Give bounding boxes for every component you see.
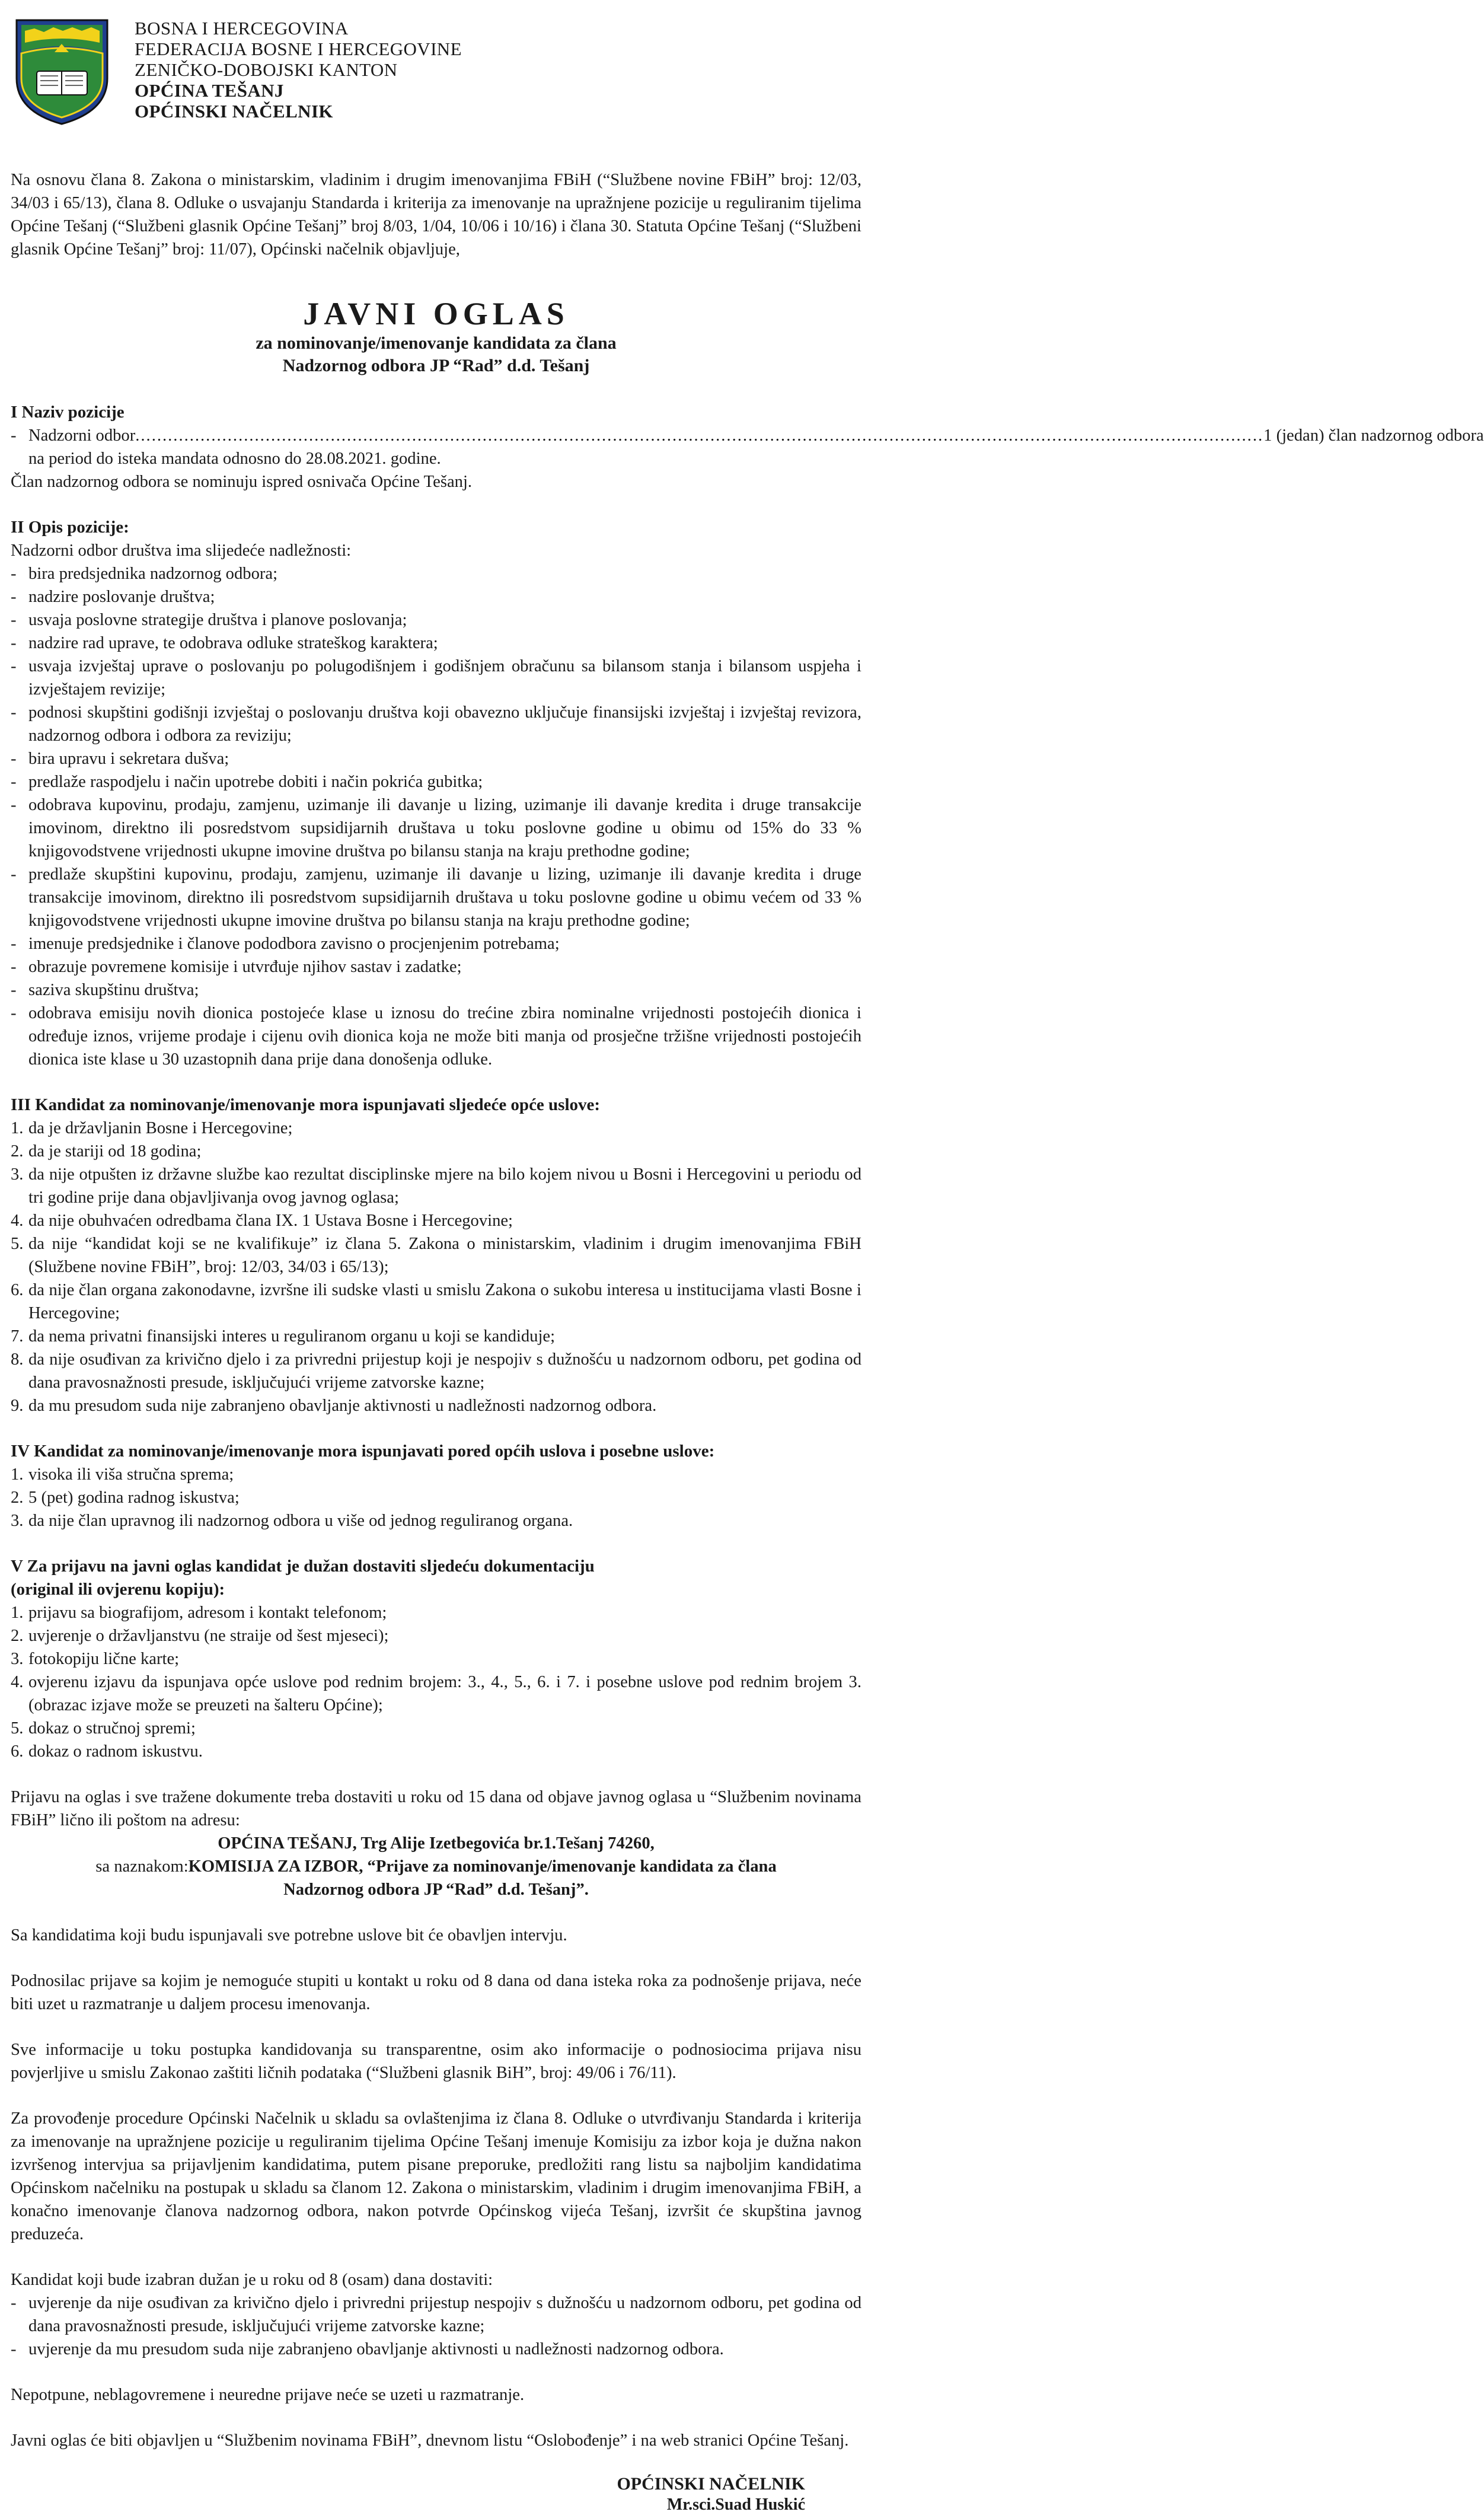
list-item: 8. da nije osuđivan za krivično djelo i za privredni prijestup koji je nespojiv s dužnošću u nadzornom odboru, pet godina od dana pravosnažnosti presude, isključujući vrijeme zatvorske kazne; bbox=[11, 1350, 861, 1392]
list-item: - usvaja poslovne strategije društva i planove poslovanja; bbox=[11, 611, 407, 629]
signature-title: OPĆINSKI NAČELNIK bbox=[617, 2474, 805, 2494]
documents-list bbox=[11, 1601, 861, 1763]
position-item bbox=[11, 424, 1484, 470]
list-item: 4. ovjerenu izjavu da ispunjava opće uslove pod rednim brojem: 3., 4., 5., 6. i 7. i posebne uslove pod rednim brojem 3. (obrazac izjave može se preuzeti na šalteru Općine); bbox=[11, 1673, 861, 1714]
position-dotted-line bbox=[28, 424, 1484, 447]
list-item: - imenuje predsjednike i članove pododbora zavisno o procjenjenim potrebama; bbox=[11, 935, 560, 953]
list-item: 4. da nije obuhvaćen odredbama člana IX. 1 Ustava Bosne i Hercegovine; bbox=[11, 1212, 513, 1230]
list-item: - uvjerenje da mu presudom suda nije zabranjeno obavljanje aktivnosti u nadležnosti nadzornog odbora. bbox=[11, 2340, 724, 2358]
position-period: na period do isteka mandata odnosno do 28.08.2021. godine. bbox=[28, 450, 441, 468]
list-item: 6. dokaz o radnom iskustvu. bbox=[11, 1742, 203, 1761]
list-item: - odobrava kupovinu, prodaju, zamjenu, uzimanje ili davanje u lizing, uzimanje ili davanje kredita i druge transakcije imovinom, direktno ili posredstvom supsidijarnih društava u toku poslovne godine u obimu od 15% do 33 % knjigovodstvene vrijednosti ukupne imovine društva po bilansu stanja na kraju prethodne godine; bbox=[11, 796, 861, 860]
position-name: Nadzorni odbor bbox=[28, 426, 136, 445]
section-5-heading: V Za prijavu na javni oglas kandidat je dužan dostaviti sljedeću dokumentaciju bbox=[11, 1557, 595, 1576]
title-block bbox=[11, 295, 861, 377]
list-item: 1. visoka ili viša stručna sprema; bbox=[11, 1465, 234, 1484]
list-item: - odobrava emisiju novih dionica postojeće klase u iznosu do trećine zbira nominalne vrijednosti postojećih dionica i određuje iznos, vrijeme prodaje i cijenu ovih dionica koja ne može biti manja od prosječne tržišne vrijednosti postojećih dionica iste klase u 30 uzastopnih dana prije dana donošenja odluke. bbox=[11, 1004, 861, 1069]
list-item: - podnosi skupštini godišnji izvještaj o poslovanju društva koji obavezno uključuje finansijski izvještaj i izvještaj revizora, nadzornog odbora i odbora za reviziju; bbox=[11, 703, 861, 745]
section-2-intro: Nadzorni odbor društva ima slijedeće nadležnosti: bbox=[11, 541, 352, 560]
procedure-paragraph: Za provođenje procedure Općinski Načelnik u skladu sa ovlaštenjima iz člana 8. Odluke o utvrđivanju Standarda i kriterija za imenovanje na upražnjene pozicije u reguliranim tijelima Općine Tešanj imenuje Komisiju za izbor koja je dužna nakon izvršenog intervjua sa prijavljenim kandidatima, putem pisane preporuke, predložiti rang listu sa najboljim kandidatima Općinskom načelniku na postupak u skladu sa članom 12. Zakona o ministarskim, vladinim i drugim imenovanjima FBiH, a konačno imenovanje članova nadzornog odbora, nakon potvrde Općinskog vijeća Tešanj, izvršit će skupština javnog preduzeća. bbox=[11, 2109, 861, 2243]
list-item: - predlaže skupštini kupovinu, prodaju, zamjenu, uzimanje ili davanje u lizing, uzimanje ili davanje kredita i druge transakcije imovinom, direktno ili posredstvom supsidijarnih društava u toku poslovne godine u obimu većem od 33 % knjigovodstvene vrijednosti ukupne imovine društva po bilansu stanja na kraju prethodne godine; bbox=[11, 865, 861, 930]
special-conditions-list bbox=[11, 1463, 861, 1532]
transparency-paragraph: Sve informacije u toku postupka kandidovanja su transparentne, osim ako informacije o podnosiocima prijava nisu povjerljive u smislu Zakonao zaštiti ličnih podataka (“Službeni glasnik BiH”, broj: 49/06 i 76/11). bbox=[11, 2041, 861, 2082]
competences-list bbox=[11, 562, 861, 1071]
list-item: - nadzire rad uprave, te odobrava odluke strateškog karaktera; bbox=[11, 634, 438, 652]
list-item: - bira upravu i sekretara dušva; bbox=[11, 750, 229, 768]
list-item: - saziva skupštinu društva; bbox=[11, 981, 199, 999]
submission-mark-label: KOMISIJA ZA IZBOR, “Prijave za nominovanje/imenovanje kandidata za člana bbox=[188, 1857, 777, 1876]
header-office: OPĆINSKI NAČELNIK bbox=[135, 101, 333, 122]
notice-title: JAVNI OGLAS bbox=[303, 296, 569, 331]
list-item: 5. dokaz o stručnoj spremi; bbox=[11, 1719, 196, 1738]
header-country: BOSNA I HERCEGOVINA bbox=[135, 18, 349, 39]
position-count: 1 (jedan) član nadzornog odbora bbox=[1263, 426, 1484, 445]
intro-paragraph: Na osnovu člana 8. Zakona o ministarskim, vladinim i drugim imenovanjima FBiH (“Službene novine FBiH” broj: 12/03, 34/03 i 65/13), člana 8. Odluke o usvajanju Standarda i kriterija za imenovanje na upražnjene pozicije u reguliranim tijelima Općine Tešanj (“Službeni glasnik Općine Tešanj” broj 8/03, 1/04, 10/06 i 10/16) i člana 30. Statuta Općine Tešanj (“Službeni glasnik Općine Tešanj” broj: 11/07), Općinski načelnik objavljuje, bbox=[11, 171, 861, 259]
list-item: 5. da nije “kandidat koji se ne kvalifikuje” iz člana 5. Zakona o ministarskim, vladinim i drugim imenovanjima FBiH (Službene novine FBiH”, broj: 12/03, 34/03 i 65/13); bbox=[11, 1235, 861, 1276]
signature-block bbox=[11, 2473, 861, 2515]
notice-subtitle-2: Nadzornog odbora JP “Rad” d.d. Tešanj bbox=[282, 356, 590, 375]
list-item: - nadzire poslovanje društva; bbox=[11, 588, 215, 606]
list-item: - obrazuje povremene komisije i utvrđuje njihov sastav i zadatke; bbox=[11, 958, 462, 976]
list-item: 9. da mu presudom suda nije zabranjeno obavljanje aktivnosti u nadležnosti nadzornog odbora. bbox=[11, 1397, 657, 1415]
submission-paragraph: Prijavu na oglas i sve tražene dokumente treba dostaviti u roku od 15 dana od objave javnog oglasa u “Službenim novinama FBiH” lično ili poštom na adresu: bbox=[11, 1788, 861, 1829]
section-1-heading: I Naziv pozicije bbox=[11, 403, 125, 422]
position-note: Član nadzornog odbora se nominuju ispred osnivača Općine Tešanj. bbox=[11, 473, 473, 491]
signature-name: Mr.sci.Suad Huskić bbox=[666, 2495, 805, 2514]
section-3-heading: III Kandidat za nominovanje/imenovanje mora ispunjavati sljedeće opće uslove: bbox=[11, 1095, 601, 1114]
section-5-subheading: (original ili ovjerenu kopiju): bbox=[11, 1580, 225, 1599]
header-lines bbox=[135, 18, 462, 122]
selected-candidate-intro: Kandidat koji bude izabran dužan je u roku od 8 (osam) dana dostaviti: bbox=[11, 2271, 493, 2289]
list-item: 7. da nema privatni finansijski interes u reguliranom organu u koji se kandiduje; bbox=[11, 1327, 556, 1346]
list-item: 6. da nije član organa zakonodavne, izvršne ili sudske vlasti u smislu Zakona o sukobu interesa u institucijama vlasti Bosne i Hercegovine; bbox=[11, 1281, 861, 1322]
list-item: 3. da nije otpušten iz državne službe kao rezultat disciplinske mjere na bilo kojem nivou u Bosni i Hercegovini u periodu od tri godine prije dana objavljivanja ovog javnog oglasa; bbox=[11, 1165, 861, 1207]
list-item: 1. prijavu sa biografijom, adresom i kontakt telefonom; bbox=[11, 1604, 387, 1622]
notice-subtitle-1: za nominovanje/imenovanje kandidata za člana bbox=[256, 333, 617, 353]
contact-paragraph: Podnosilac prijave sa kojim je nemoguće stupiti u kontakt u roku od 8 dana od dana isteka roka za podnošenje prijava, neće biti uzet u razmatranje u daljem procesu imenovanja. bbox=[11, 1972, 861, 2013]
list-item: - predlaže raspodjelu i način upotrebe dobiti i način pokrića gubitka; bbox=[11, 773, 483, 791]
dotted-leader bbox=[135, 424, 1263, 447]
list-item: - uvjerenje da nije osuđivan za krivično djelo i privredni prijestup nespojiv s dužnošću u nadzornom odboru, pet godina od dana pravosnažnosti presude, isključujući vrijeme zatvorske kazne; bbox=[11, 2294, 861, 2335]
submission-mark-prefix: sa naznakom: bbox=[95, 1857, 189, 1876]
selected-candidate-list bbox=[11, 2291, 861, 2361]
section-4-heading: IV Kandidat za nominovanje/imenovanje mora ispunjavati pored općih uslova i posebne uslove: bbox=[11, 1442, 715, 1461]
header-municipality: OPĆINA TEŠANJ bbox=[135, 80, 284, 101]
list-item: 3. fotokopiju lične karte; bbox=[11, 1650, 180, 1668]
list-item: 1. da je državljanin Bosne i Hercegovine; bbox=[11, 1119, 293, 1137]
submission-address: OPĆINA TEŠANJ, Trg Alije Izetbegovića br.1.Tešanj 74260, bbox=[218, 1834, 655, 1853]
general-conditions-list bbox=[11, 1117, 861, 1417]
incomplete-applications-paragraph: Nepotpune, neblagovremene i neuredne prijave neće se uzeti u razmatranje. bbox=[11, 2386, 525, 2404]
list-item: 3. da nije član upravnog ili nadzornog odbora u više od jednog reguliranog organa. bbox=[11, 1512, 573, 1530]
list-item: 2. uvjerenje o državljanstvu (ne straije od šest mjeseci); bbox=[11, 1627, 389, 1645]
submission-mark-label-2: Nadzornog odbora JP “Rad” d.d. Tešanj”. bbox=[283, 1880, 589, 1899]
header bbox=[11, 15, 861, 140]
publication-paragraph: Javni oglas će biti objavljen u “Službenim novinama FBiH”, dnevnom listu “Oslobođenje” i na web stranici Općine Tešanj. bbox=[11, 2431, 849, 2450]
header-canton: ZENIČKO-DOBOJSKI KANTON bbox=[135, 59, 398, 80]
list-item: 2. 5 (pet) godina radnog iskustva; bbox=[11, 1488, 240, 1507]
header-federation: FEDERACIJA BOSNE I HERCEGOVINE bbox=[135, 39, 462, 59]
submission-mark bbox=[11, 1855, 861, 1878]
dash-marker: - bbox=[11, 426, 17, 445]
notice-body bbox=[11, 168, 1484, 2515]
section-2-heading: II Opis pozicije: bbox=[11, 518, 129, 537]
interview-paragraph: Sa kandidatima koji budu ispunjavali sve potrebne uslove bit će obavljen intervju. bbox=[11, 1926, 567, 1945]
list-item: - usvaja izvještaj uprave o poslovanju po polugodišnjem i godišnjem obračunu sa bilansom stanja i bilansom uspjeha i izvještajem revizije; bbox=[11, 657, 861, 699]
list-item: - bira predsjednika nadzornog odbora; bbox=[11, 565, 278, 583]
municipality-crest-icon bbox=[13, 17, 111, 126]
list-item: 2. da je stariji od 18 godina; bbox=[11, 1142, 202, 1161]
